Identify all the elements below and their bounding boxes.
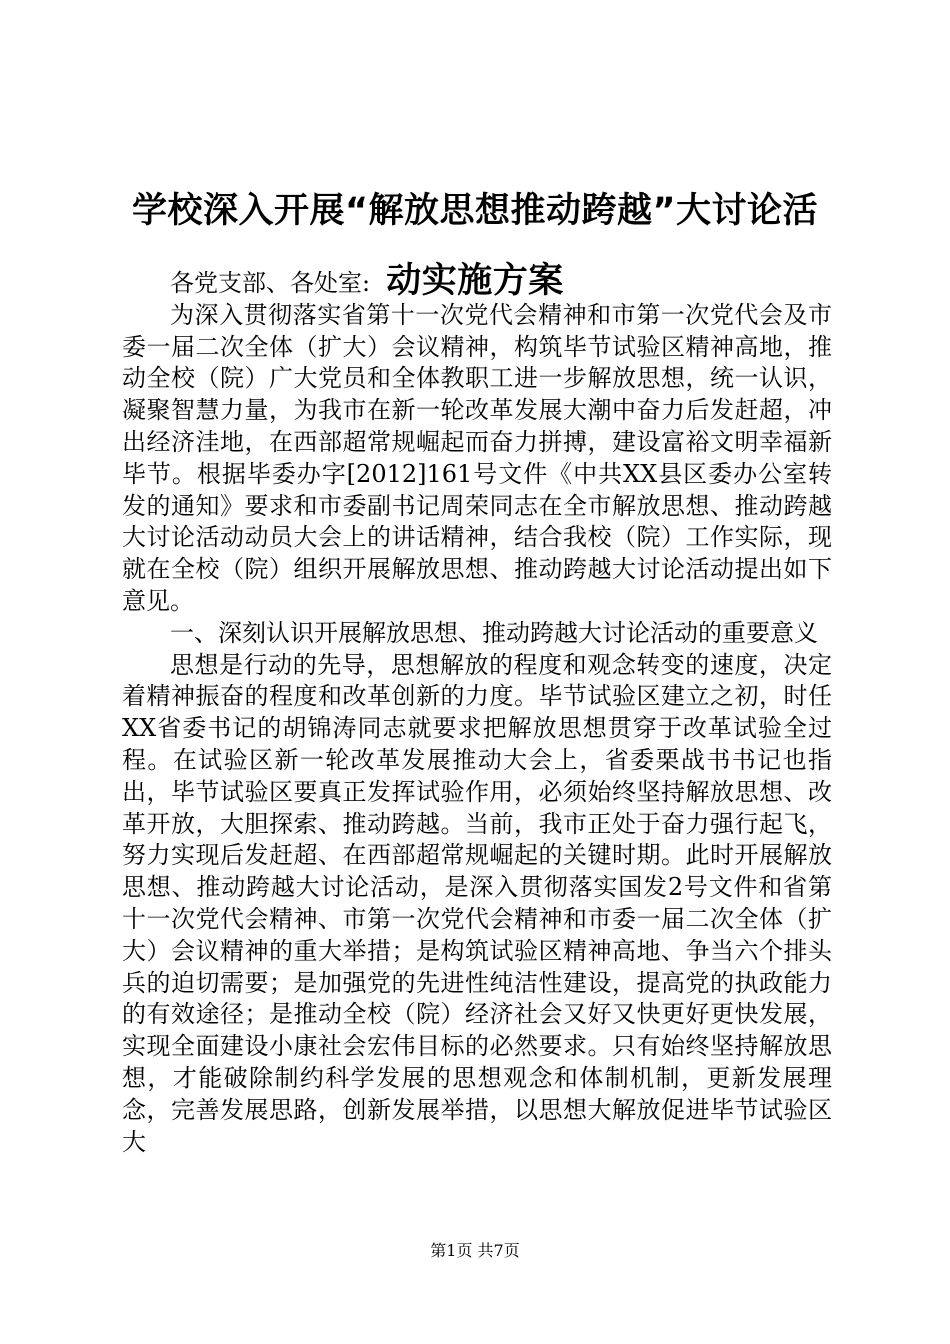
- paragraph-significance: 思想是行动的先导，思想解放的程度和观念转变的速度，决定着精神振奋的程度和改革创新的力度。毕节试验区建立之初，时任XX省委书记的胡锦涛同志就要求把解放思想贯穿于改革试验全过程。在试验区新一轮改革发展推动大会上，省委栗战书书记也指出，毕节试验区要真正发挥试验作用，必须始终坚持解放思想、改革开放，大胆探索、推动跨越。当前，我市正处于奋力强行起飞，努力实现后发赶超、在西部超常规崛起的关键时期。此时开展解放思想、推动跨越大讨论活动，是深入贯彻落实国发2号文件和省第十一次党代会精神、市第一次党代会精神和市委一届二次全体（扩大）会议精神的重大举措；是构筑试验区精神高地、争当六个排头兵的迫切需要；是加强党的先进性纯洁性建设，提高党的执政能力的有效途径；是推动全校（院）经济社会又好又快更好更快发展，实现全面建设小康社会宏伟目标的必然要求。只有始终坚持解放思想，才能破除制约科学发展的思想观念和体制机制，更新发展理念，完善发展思路，创新发展举措，以思想大解放促进毕节试验区大: [122, 650, 832, 1156]
- document-body: [122, 268, 832, 1158]
- title-line-2: 动实施方案: [386, 261, 564, 301]
- paragraph-intro: 为深入贯彻落实省第十一次党代会精神和市第一次党代会及市委一届二次全体（扩大）会议精神，构筑毕节试验区精神高地，推动全校（院）广大党员和全体教职工进一步解放思想，统一认识，凝聚智慧力量，为我市在新一轮改革发展大潮中奋力后发赶超，冲出经济洼地，在西部超常规崛起而奋力拼搏，建设富裕文明幸福新毕节。根据毕委办字[2012]161号文件《中共XX县区委办公室转发的通知》要求和市委副书记周荣同志在全市解放思想、推动跨越大讨论活动动员大会上的讲话精神，结合我校（院）工作实际，现就在全校（院）组织开展解放思想、推动跨越大讨论活动提出如下意见。: [122, 300, 832, 615]
- title-line-1: 学校深入开展“解放思想推动跨越”大讨论活: [131, 191, 818, 231]
- salutation: 各党支部、各处室:: [170, 269, 371, 297]
- page-footer: 第1页 共7页: [430, 1241, 520, 1260]
- section-heading-1: 一、深刻认识开展解放思想、推动跨越大讨论活动的重要意义: [170, 618, 818, 647]
